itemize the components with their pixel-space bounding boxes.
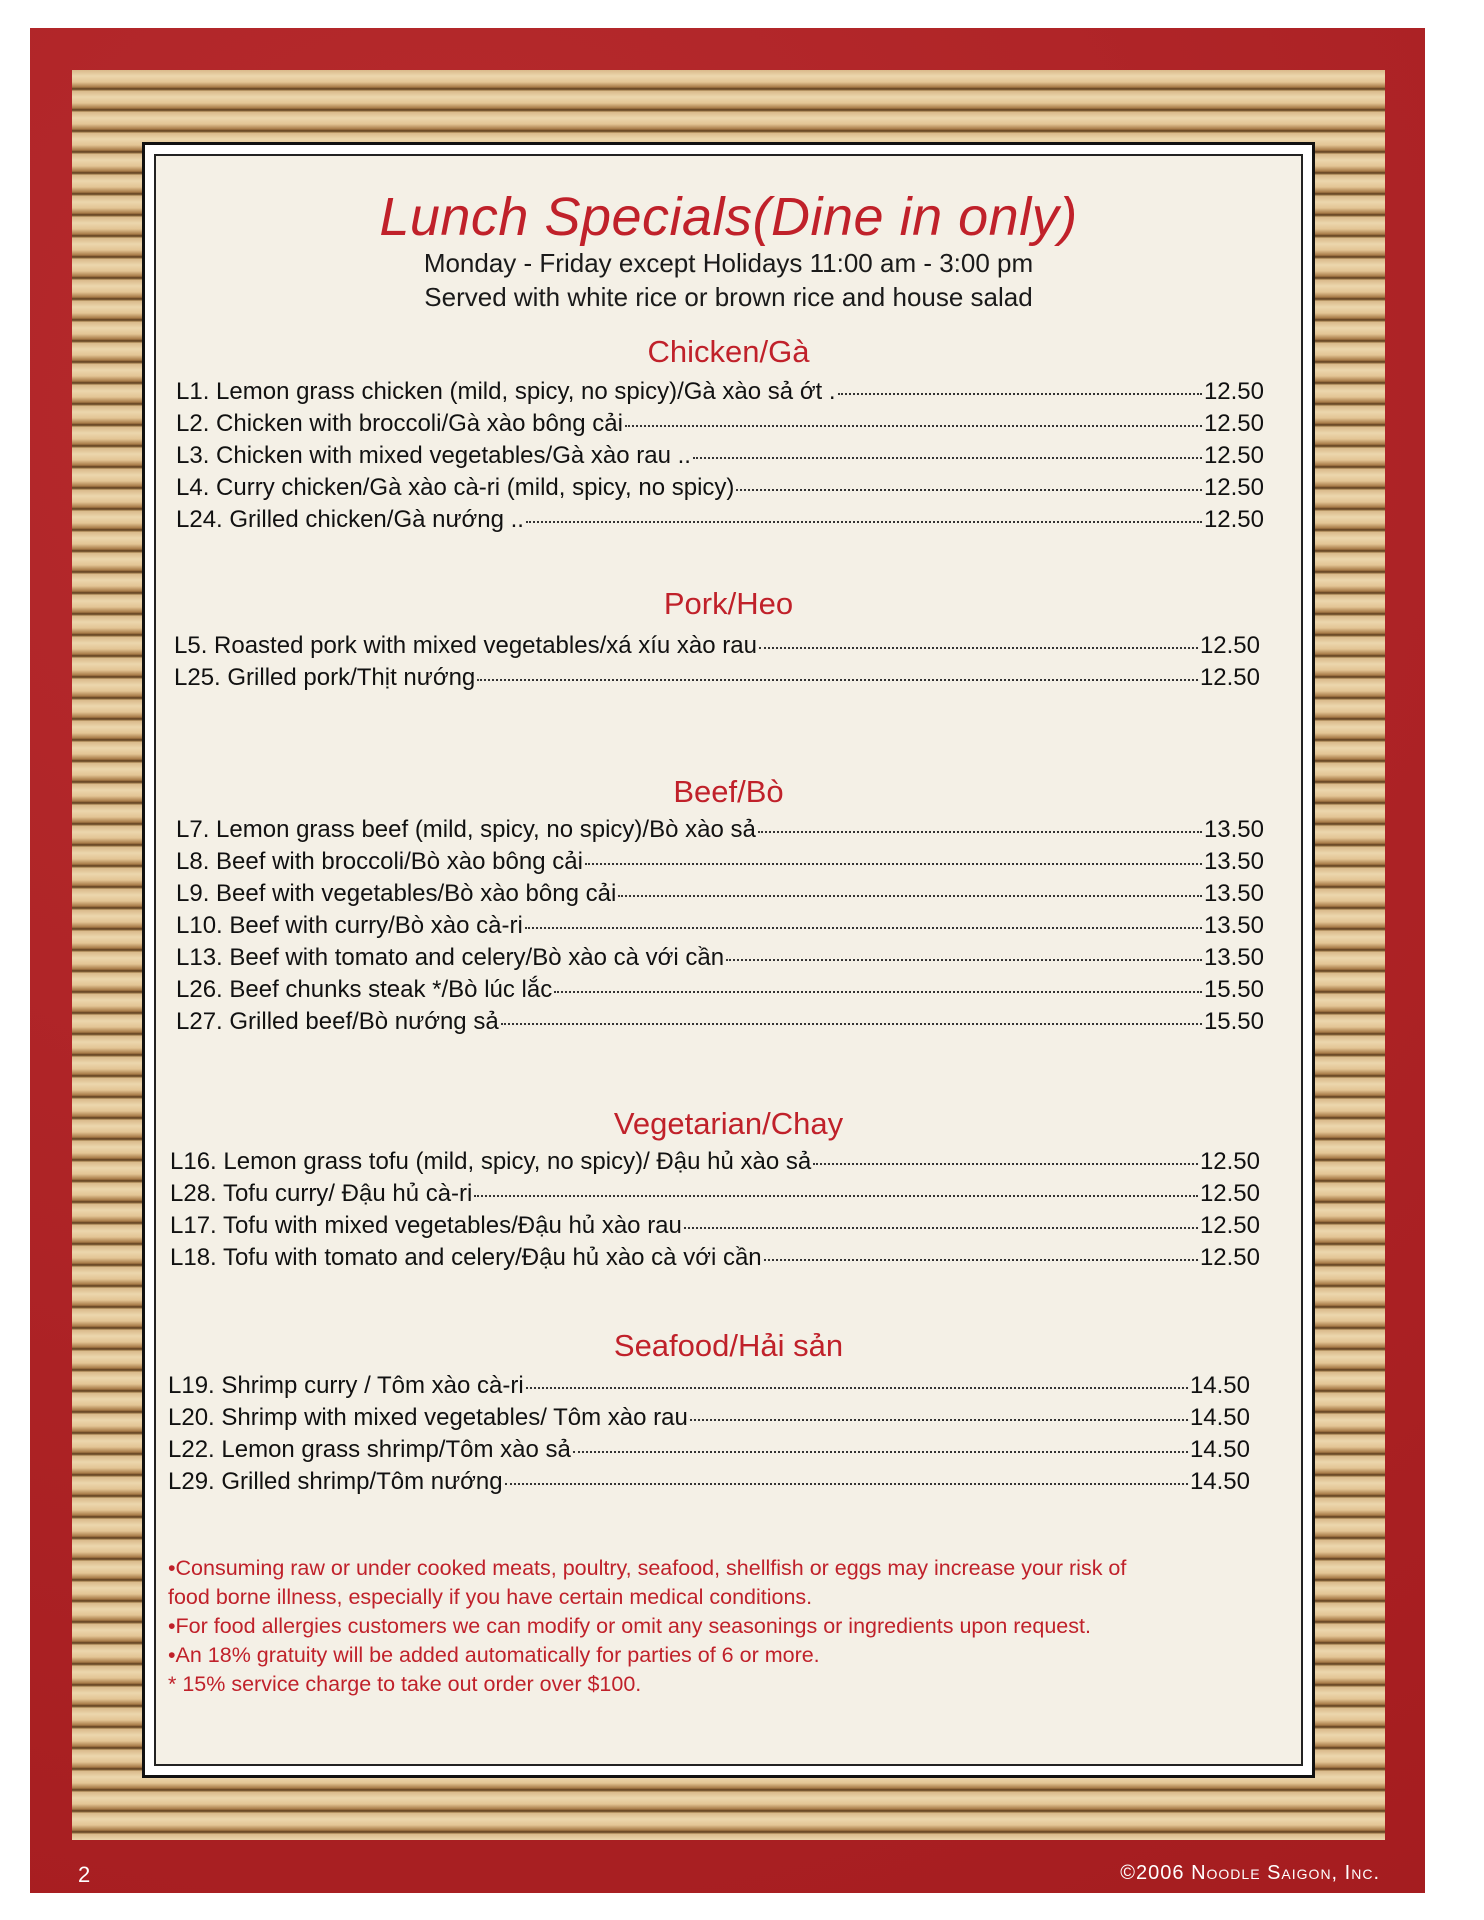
section-title-beef: Beef/Bò [673,774,784,809]
dot-leader [573,1451,1188,1453]
menu-item [176,410,1264,438]
item-name: L3. Chicken with mixed vegetables/Gà xào rau .. [176,442,691,469]
item-name: L27. Grilled beef/Bò nướng sả [176,1008,499,1035]
item-price: 15.50 [1203,1008,1264,1035]
item-price: 13.50 [1203,944,1264,971]
note-line: •An 18% gratuity will be added automatically for parties of 6 or more. [168,1643,820,1667]
menu-item [168,1436,1250,1464]
dot-leader [759,647,1198,649]
item-price: 12.50 [1199,632,1260,659]
menu-item [170,1180,1260,1208]
menu-item [170,1212,1260,1240]
dot-leader [474,1195,1198,1197]
note-line: food borne illness, especially if you have certain medical conditions. [168,1585,813,1609]
item-price: 12.50 [1203,442,1264,469]
menu-item [168,1372,1250,1400]
item-name: L9. Beef with vegetables/Bò xào bông cải [176,880,617,907]
dot-leader [585,863,1202,865]
item-price: 13.50 [1203,880,1264,907]
menu-item [176,976,1264,1004]
dot-leader [477,679,1198,681]
dot-leader [758,831,1202,833]
item-name: L22. Lemon grass shrimp/Tôm xào sả [168,1436,571,1463]
dot-leader [693,457,1202,459]
dot-leader [526,1387,1188,1389]
dot-leader [726,959,1202,961]
item-name: L8. Beef with broccoli/Bò xào bông cải [176,848,583,875]
hours-line: Monday - Friday except Holidays 11:00 am - 3:00 pm [423,248,1034,278]
item-price: 13.50 [1203,848,1264,875]
copyright-notice: ©2006 Noodle Saigon, Inc. [1120,1862,1380,1884]
item-name: L24. Grilled chicken/Gà nướng .. [176,506,524,533]
item-price: 14.50 [1189,1404,1250,1431]
item-name: L17. Tofu with mixed vegetables/Đậu hủ xào rau [170,1212,682,1239]
dot-leader [554,991,1202,993]
item-price: 12.50 [1203,410,1264,437]
menu-item [176,442,1264,470]
dot-leader [618,895,1202,897]
item-price: 12.50 [1199,1148,1260,1175]
item-name: L16. Lemon grass tofu (mild, spicy, no spicy)/ Đậu hủ xào sả [170,1148,812,1175]
menu-item [170,1148,1260,1176]
item-name: L29. Grilled shrimp/Tôm nướng [168,1468,503,1495]
dot-leader [526,521,1202,523]
item-name: L19. Shrimp curry / Tôm xào cà-ri [168,1372,524,1399]
section-title-seafood: Seafood/Hải sản [613,1328,844,1363]
menu-item [168,1404,1250,1432]
disclaimer-notes [168,1554,1288,1699]
menu-panel [154,154,1303,1766]
menu-item [176,912,1264,940]
menu-item [176,506,1264,534]
dot-leader [764,1259,1198,1261]
menu-item [176,1008,1264,1036]
menu-item [176,880,1264,908]
dot-leader [690,1419,1188,1421]
menu-item [176,816,1264,844]
section-title-vegetarian: Vegetarian/Chay [613,1106,844,1141]
item-price: 13.50 [1203,816,1264,843]
menu-item [174,664,1260,692]
menu-item [174,632,1260,660]
item-price: 12.50 [1199,1212,1260,1239]
item-name: L10. Beef with curry/Bò xào cà-ri [176,912,523,939]
dot-leader [625,425,1202,427]
dot-leader [505,1483,1188,1485]
section-title-pork: Pork/Heo [663,586,794,621]
menu-item [176,378,1264,406]
menu-item [170,1244,1260,1272]
item-price: 12.50 [1199,1180,1260,1207]
dot-leader [684,1227,1198,1229]
page-number: 2 [78,1862,91,1887]
item-name: L28. Tofu curry/ Đậu hủ cà-ri [170,1180,473,1207]
item-name: L25. Grilled pork/Thịt nướng [174,664,476,691]
menu-item [176,944,1264,972]
menu-item [168,1468,1250,1496]
item-price: 15.50 [1203,976,1264,1003]
item-name: L1. Lemon grass chicken (mild, spicy, no spicy)/Gà xào sả ớt . [176,378,836,405]
section-title-chicken: Chicken/Gà [647,334,810,369]
item-price: 12.50 [1203,474,1264,501]
item-price: 14.50 [1189,1372,1250,1399]
dot-leader [736,489,1202,491]
item-price: 13.50 [1203,912,1264,939]
item-price: 12.50 [1199,664,1260,691]
item-name: L7. Lemon grass beef (mild, spicy, no spicy)/Bò xào sả [176,816,756,843]
item-price: 12.50 [1199,1244,1260,1271]
note-line: •For food allergies customers we can modify or omit any seasonings or ingredients upon request. [168,1614,1091,1638]
item-price: 12.50 [1203,378,1264,405]
menu-item [176,848,1264,876]
item-name: L13. Beef with tomato and celery/Bò xào cà với cần [176,944,725,971]
item-price: 14.50 [1189,1468,1250,1495]
note-line: * 15% service charge to take out order over $100. [168,1672,642,1696]
dot-leader [501,1023,1202,1025]
dot-leader [525,927,1202,929]
menu-title: Lunch Specials(Dine in only) [379,187,1078,247]
item-price: 12.50 [1203,506,1264,533]
item-name: L5. Roasted pork with mixed vegetables/xá xíu xào rau [174,632,757,659]
item-name: L18. Tofu with tomato and celery/Đậu hủ xào cà với cần [170,1244,762,1271]
item-name: L26. Beef chunks steak */Bò lúc lắc [176,976,553,1003]
dot-leader [813,1163,1198,1165]
item-name: L2. Chicken with broccoli/Gà xào bông cải [176,410,623,437]
item-name: L20. Shrimp with mixed vegetables/ Tôm xào rau [168,1404,688,1431]
note-line: •Consuming raw or under cooked meats, poultry, seafood, shellfish or eggs may increase your risk of [168,1556,1127,1580]
served-with-line: Served with white rice or brown rice and house salad [424,282,1033,312]
menu-item [176,474,1264,502]
item-price: 14.50 [1189,1436,1250,1463]
dot-leader [838,393,1202,395]
item-name: L4. Curry chicken/Gà xào cà-ri (mild, spicy, no spicy) [176,474,735,501]
